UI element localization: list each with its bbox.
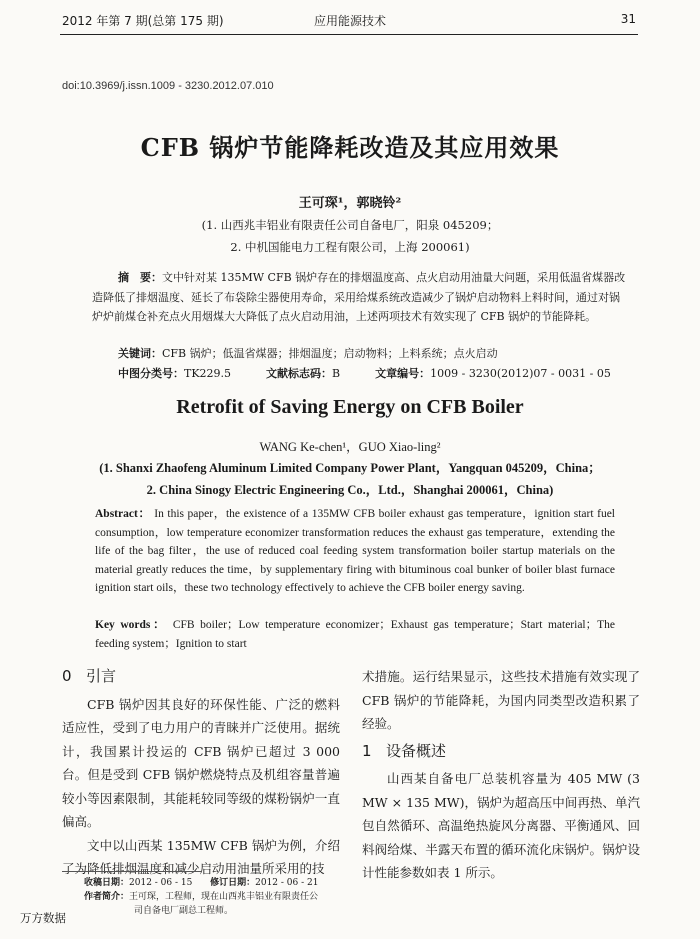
abstract-cn: [92, 268, 628, 327]
affiliation-cn-2: 2. 中机国能电力工程有限公司，上海 200061): [230, 240, 470, 254]
title-en: Retrofit of Saving Energy on CFB Boiler: [176, 396, 524, 418]
keywords-cn-label: 关键词：: [118, 347, 162, 360]
header-page-number: 31: [620, 12, 636, 26]
author-bio-line-1: 王可琛，工程师，现在山西兆丰铝业有限责任公: [129, 892, 319, 902]
keywords-cn: [118, 345, 628, 361]
clc-value: TK229.5: [184, 367, 232, 380]
revised-date: 2012 - 06 - 21: [255, 878, 319, 888]
keywords-cn-text: CFB 锅炉；低温省煤器；排烟温度；启动物料；上料系统；点火启动: [162, 347, 498, 360]
section-intro-number: 0: [62, 667, 72, 685]
title-cn: CFB 锅炉节能降耗改造及其应用效果: [140, 133, 560, 162]
footnote-rule: [62, 871, 202, 872]
section-1-paragraph-1: 山西某自备电厂总装机容量为 405 MW (3 MW × 135 MW)，锅炉为超高压中间再热、单汽包自然循环、高温绝热旋风分离器、平衡通风、回料阀给煤、半露天布置的循环流化床锅炉。锅炉设计性能参数如表 1 所示。: [362, 771, 640, 880]
abstract-cn-text: 文中针对某 135MW CFB 锅炉存在的排烟温度高、点火启动用油量大问题，采用低温省煤器改造降低了排烟温度、延长了布袋除尘器使用寿命，采用给煤系统改造减少了锅炉启动物料上料时间，通过对锅炉炉前煤仓补充点火用烟煤大大降低了点火启动用油，上述两项技术有效实现了 CFB 锅炉的节能降耗。: [92, 271, 626, 323]
section-intro-heading: [62, 665, 340, 689]
intro-paragraph-1: CFB 锅炉因其良好的环保性能、广泛的燃料适应性，受到了电力用户的青睐并广泛使用。据统计，我国累计投运的 CFB 锅炉已超过 3 000 台。但是受到 CFB 锅炉燃烧特点及机组容量普遍较小等因素限制，其能耗较同等级的煤粉锅炉一直偏高。: [62, 696, 340, 829]
affiliations-en: [0, 457, 700, 501]
abstract-en: [95, 505, 615, 598]
clc-label: 中图分类号：: [118, 367, 184, 380]
revised-label: 修订日期：: [210, 878, 256, 888]
footnote: [84, 876, 318, 918]
intro-paragraph-2-continued: 术措施。运行结果显示，这些技术措施有效实现了 CFB 锅炉的节能降耗，为国内同类型改造积累了经验。: [362, 669, 640, 731]
affiliation-en-2: 2. China Sinogy Electric Engineering Co.，Ltd.，Shanghai 200061，China): [146, 483, 554, 497]
doc-code-label: 文献标志码：: [266, 367, 333, 380]
article-number-value: 1009 - 3230(2012)07 - 0031 - 05: [430, 367, 611, 380]
intro-paragraph-2: 文中以山西某 135MW CFB 锅炉为例，介绍了为降低排烟温度和减少启动用油量所采用的技: [62, 837, 340, 876]
received-label: 收稿日期：: [84, 878, 130, 888]
keywords-en-text: CFB boiler；Low temperature economizer；Exhaust gas temperature；Start material；The feeding system；Ignition to start: [95, 619, 616, 650]
author-bio-line-2: 司自备电厂副总工程师。: [134, 906, 234, 916]
header-journal: 应用能源技术: [313, 14, 386, 28]
classification-line: [118, 365, 628, 381]
doi: doi:10.3969/j.issn.1009 - 3230.2012.07.010: [62, 80, 274, 92]
header-issue: 2012 年第 7 期(总第 175 期): [62, 14, 224, 28]
section-1-heading: [362, 740, 640, 764]
keywords-en-label: Key words：: [95, 619, 168, 631]
affiliation-cn-1: (1. 山西兆丰铝业有限责任公司自备电厂，阳泉 045209；: [201, 218, 499, 232]
affiliation-en-1: (1. Shanxi Zhaofeng Aluminum Limited Company Power Plant，Yangquan 045209，China；: [99, 461, 601, 475]
section-1-title: 设备概述: [386, 741, 447, 760]
left-column: [62, 665, 340, 881]
right-column: [362, 665, 640, 885]
abstract-en-label: Abstract：: [95, 508, 151, 520]
received-date: 2012 - 06 - 15: [129, 878, 193, 888]
doc-code-value: B: [332, 367, 341, 380]
authors-en: WANG Ke-chen¹，GUO Xiao-ling²: [259, 440, 441, 454]
abstract-cn-label: 摘 要：: [118, 271, 162, 284]
header-rule: [60, 34, 638, 35]
affiliations-cn: [0, 214, 700, 258]
section-intro-title: 引言: [86, 667, 117, 685]
abstract-en-text: In this paper，the existence of a 135MW CFB boiler exhaust gas temperature，ignition start fuel consumption，low temperature economizer transformation reduces the exhaust gas temperature，extending the life of the bag filter，the use of reduced coal feeding system transformation boiler startup materials on the material greatly reduces the time，by supplementary firing with bituminous coal bunker of boiler blast furnace ignition start oils，these two technology effectively to achieve the CFB boiler energy saving.: [95, 508, 616, 595]
section-1-number: 1: [362, 741, 372, 760]
authors-cn: 王可琛¹，郭晓铃²: [298, 196, 402, 211]
watermark: 万方数据: [20, 911, 66, 925]
keywords-en: [95, 616, 615, 653]
article-number-label: 文章编号：: [375, 367, 431, 380]
author-bio-label: 作者简介：: [84, 892, 130, 902]
